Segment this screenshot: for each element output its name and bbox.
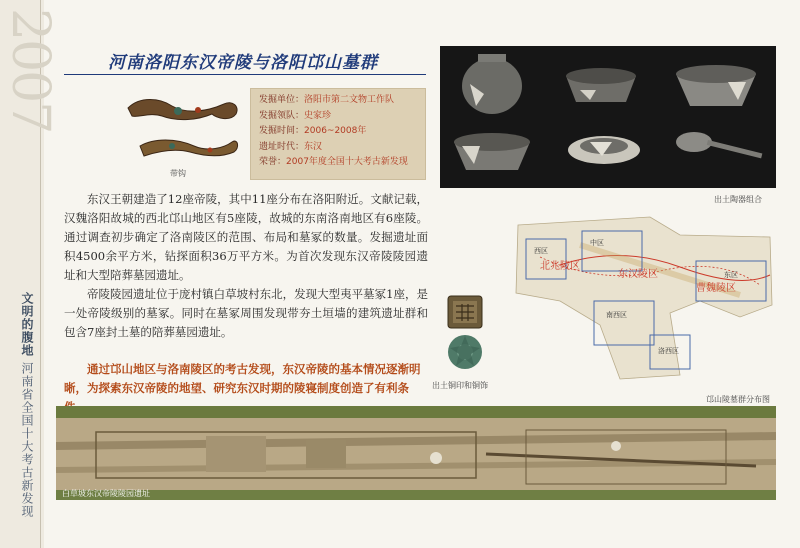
info-row xyxy=(259,109,425,125)
map-caption: 邙山陵墓群分布图 xyxy=(706,395,770,404)
info-row xyxy=(259,140,425,156)
info-key: 发掘时间： xyxy=(259,126,305,136)
info-key: 发掘单位： xyxy=(259,95,305,105)
info-key: 遗址时代： xyxy=(259,141,305,152)
excavation-info-box xyxy=(250,88,426,180)
seals-caption: 出土铜印和铜饰 xyxy=(432,381,488,390)
map-label-luonan: 洛西区 xyxy=(658,347,679,355)
body-paragraph-2: 帝陵陵园遗址位于庞村镇白草坡村东北，发现大型夷平墓冢1座，是一处帝陵级别的墓冢。同时在墓冢周围发现带夯土垣墙的建筑遗址群和包含7座封土墓的陪葬墓园遗址。 xyxy=(64,287,428,339)
highlight-paragraph: 通过邙山地区与洛南陵区的考古发现，东汉帝陵的基本情况逐渐明晰，为探索东汉帝陵的地望、研究东汉时期的陵寝制度创造了有利条 xyxy=(64,362,421,395)
pottery-caption: 出土陶器组合 xyxy=(714,195,762,204)
tomb-distribution-map xyxy=(500,205,776,385)
site-photo-caption: 白草坡东汉帝陵陵园遗址 xyxy=(62,489,150,498)
info-key: 发掘领队： xyxy=(259,110,305,121)
info-value: 2007年度全国十大考古新发现 xyxy=(286,157,408,167)
info-key: 荣誉： xyxy=(259,157,287,167)
belt-hook-image xyxy=(120,92,246,172)
info-value: 洛阳市第二文物工作队 xyxy=(304,95,395,105)
bronze-seals-image xyxy=(440,294,490,374)
map-label-west: 西区 xyxy=(534,247,548,255)
map-label-caowei: 曹魏陵区 xyxy=(696,283,736,294)
info-value: 史家珍 xyxy=(304,110,332,121)
year-watermark: 2007 xyxy=(0,8,60,133)
side-series-text xyxy=(14,292,36,532)
title-underline xyxy=(64,74,426,75)
map-label-north: 北兆陵区 xyxy=(540,261,580,272)
info-value: 2006~2008年 xyxy=(304,126,367,136)
info-row xyxy=(259,124,425,140)
map-label-middle: 中区 xyxy=(590,239,604,247)
belt-hook-caption: 带钩 xyxy=(170,169,186,178)
map-label-east: 东区 xyxy=(724,271,738,279)
info-row xyxy=(259,93,425,109)
series-subtitle: 河南省全国十大考古新发现 xyxy=(20,361,34,518)
site-aerial-photo xyxy=(56,406,776,500)
series-title: 文明的腹地 xyxy=(20,292,34,357)
info-row xyxy=(259,155,425,171)
map-label-dongyan: 东汉陵区 xyxy=(618,269,658,280)
page-title: 河南洛阳东汉帝陵与洛阳邙山墓群 xyxy=(108,53,378,73)
info-value: 东汉 xyxy=(304,141,323,152)
pottery-photo xyxy=(440,46,776,188)
body-paragraph-1: 东汉王朝建造了12座帝陵，其中11座分布在洛阳附近。文献记载，汉魏洛阳故城的西北邙山地区有5座陵，故城的东南洛南地区有6座陵。通过调查初步确定了洛南陵区的范围、布局和墓冢的数量。发掘遗址面积4500余平方米，钻探面积36万平方米。为首次发现东汉帝陵陵园遗址和大型陪葬墓园遗址。 xyxy=(64,192,428,282)
map-label-nanxi: 南西区 xyxy=(606,311,627,319)
